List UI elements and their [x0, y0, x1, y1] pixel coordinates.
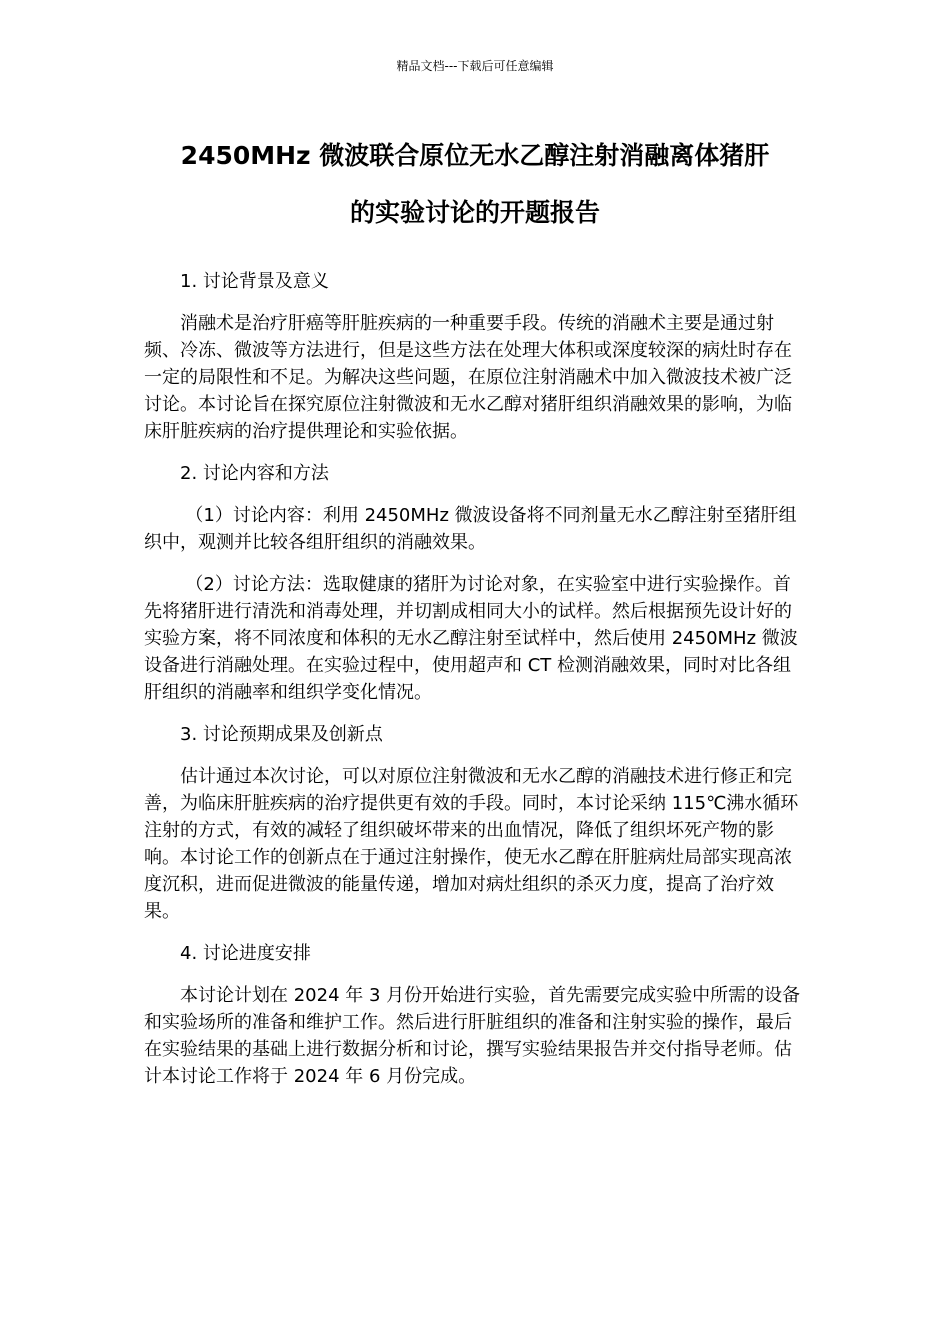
header-note: 精品文档---下载后可任意编辑 — [396, 59, 554, 73]
paragraph-method: （2）讨论方法：选取健康的猪肝为讨论对象，在实验室中进行实验操作。首先将猪肝进行清洗和消毒处理，并切割成相同大小的试样。然后根据预先设计好的实验方案，将不同浓度和体积的无水乙醇注射至试样中，然后使用 2450MHz 微波设备进行消融处理。在实验过程中，使用超声和 CT 检测消融效果，同时对比各组肝组织的消融率和组织学变化情况。 — [144, 574, 798, 703]
section-heading-background: 1. 讨论背景及意义 — [180, 271, 329, 292]
paragraph-content: （1）讨论内容：利用 2450MHz 微波设备将不同剂量无水乙醇注射至猪肝组织中，观测并比较各组肝组织的消融效果。 — [144, 505, 797, 553]
document-body — [144, 268, 808, 1090]
document-title-line-1: 2450MHz 微波联合原位无水乙醇注射消融离体猪肝 — [180, 141, 770, 170]
section-heading-outcomes: 3. 讨论预期成果及创新点 — [180, 724, 383, 745]
paragraph-background: 消融术是治疗肝癌等肝脏疾病的一种重要手段。传统的消融术主要是通过射频、冷冻、微波等方法进行，但是这些方法在处理大体积或深度较深的病灶时存在一定的局限性和不足。为解决这些问题，在原位注射消融术中加入微波技术被广泛讨论。本讨论旨在探究原位注射微波和无水乙醇对猪肝组织消融效果的影响，为临床肝脏疾病的治疗提供理论和实验依据。 — [144, 313, 792, 442]
paragraph-schedule: 本讨论计划在 2024 年 3 月份开始进行实验，首先需要完成实验中所需的设备和实验场所的准备和维护工作。然后进行肝脏组织的准备和注射实验的操作，最后在实验结果的基础上进行数据分析和讨论，撰写实验结果报告并交付指导老师。估计本讨论工作将于 2024 年 6 月份完成。 — [144, 985, 801, 1087]
section-heading-schedule: 4. 讨论进度安排 — [180, 943, 311, 964]
section-heading-methods: 2. 讨论内容和方法 — [180, 463, 329, 484]
document-title-line-2: 的实验讨论的开题报告 — [349, 198, 600, 227]
paragraph-outcomes: 估计通过本次讨论，可以对原位注射微波和无水乙醇的消融技术进行修正和完善，为临床肝脏疾病的治疗提供更有效的手段。同时，本讨论采纳 115℃沸水循环注射的方式，有效的减轻了组织破坏带来的出血情况，降低了组织坏死产物的影响。本讨论工作的创新点在于通过注射操作，使无水乙醇在肝脏病灶局部实现高浓度沉积，进而促进微波的能量传递，增加对病灶组织的杀灭力度，提高了治疗效果。 — [144, 766, 799, 922]
